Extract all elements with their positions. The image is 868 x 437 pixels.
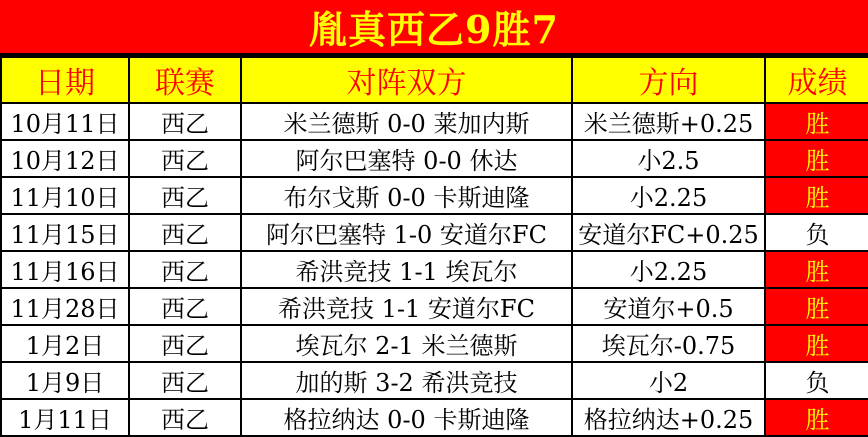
match-cell: 布尔戈斯 0-0 卡斯迪隆: [241, 177, 572, 214]
match-cell: 阿尔巴塞特 1-0 安道尔FC: [241, 214, 572, 251]
table-body: [1, 103, 868, 436]
direction-cell: 安道尔FC+0.25: [572, 214, 765, 251]
title-bar: [0, 0, 868, 56]
column-header-league: 联赛: [129, 57, 241, 103]
result-cell: 胜: [765, 103, 868, 140]
direction-cell: 安道尔+0.5: [572, 288, 765, 325]
table-row: [1, 362, 868, 399]
result-cell: 胜: [765, 399, 868, 436]
league-cell: 西乙: [129, 399, 241, 436]
table-row: [1, 140, 868, 177]
result-cell: 胜: [765, 251, 868, 288]
table-row: [1, 251, 868, 288]
league-cell: 西乙: [129, 140, 241, 177]
table-row: [1, 325, 868, 362]
match-cell: 希洪竞技 1-1 安道尔FC: [241, 288, 572, 325]
league-cell: 西乙: [129, 177, 241, 214]
date-cell: 10月11日: [1, 103, 129, 140]
page-title: 胤真西乙9胜7: [309, 7, 559, 52]
direction-cell: 小2.25: [572, 251, 765, 288]
column-header-match: 对阵双方: [241, 57, 572, 103]
match-cell: 加的斯 3-2 希洪竞技: [241, 362, 572, 399]
match-cell: 埃瓦尔 2-1 米兰德斯: [241, 325, 572, 362]
table-row: [1, 103, 868, 140]
date-cell: 1月9日: [1, 362, 129, 399]
league-cell: 西乙: [129, 251, 241, 288]
match-cell: 格拉纳达 0-0 卡斯迪隆: [241, 399, 572, 436]
league-cell: 西乙: [129, 288, 241, 325]
column-header-direction: 方向: [572, 57, 765, 103]
column-header-result: 成绩: [765, 57, 868, 103]
result-cell: 胜: [765, 140, 868, 177]
league-cell: 西乙: [129, 362, 241, 399]
league-cell: 西乙: [129, 325, 241, 362]
match-cell: 希洪竞技 1-1 埃瓦尔: [241, 251, 572, 288]
direction-cell: 埃瓦尔-0.75: [572, 325, 765, 362]
date-cell: 11月15日: [1, 214, 129, 251]
result-cell: 胜: [765, 177, 868, 214]
result-cell: 负: [765, 214, 868, 251]
table-row: [1, 399, 868, 436]
direction-cell: 小2.5: [572, 140, 765, 177]
league-cell: 西乙: [129, 214, 241, 251]
result-cell: 负: [765, 362, 868, 399]
match-cell: 米兰德斯 0-0 莱加内斯: [241, 103, 572, 140]
header-row: [1, 57, 868, 103]
direction-cell: 小2.25: [572, 177, 765, 214]
league-cell: 西乙: [129, 103, 241, 140]
result-cell: 胜: [765, 288, 868, 325]
direction-cell: 格拉纳达+0.25: [572, 399, 765, 436]
column-header-date: 日期: [1, 57, 129, 103]
date-cell: 10月12日: [1, 140, 129, 177]
table-row: [1, 288, 868, 325]
results-table: [0, 56, 868, 437]
date-cell: 1月11日: [1, 399, 129, 436]
direction-cell: 小2: [572, 362, 765, 399]
date-cell: 11月28日: [1, 288, 129, 325]
date-cell: 1月2日: [1, 325, 129, 362]
result-cell: 胜: [765, 325, 868, 362]
table-row: [1, 214, 868, 251]
direction-cell: 米兰德斯+0.25: [572, 103, 765, 140]
date-cell: 11月16日: [1, 251, 129, 288]
match-cell: 阿尔巴塞特 0-0 休达: [241, 140, 572, 177]
table-row: [1, 177, 868, 214]
table-header: [1, 57, 868, 103]
date-cell: 11月10日: [1, 177, 129, 214]
